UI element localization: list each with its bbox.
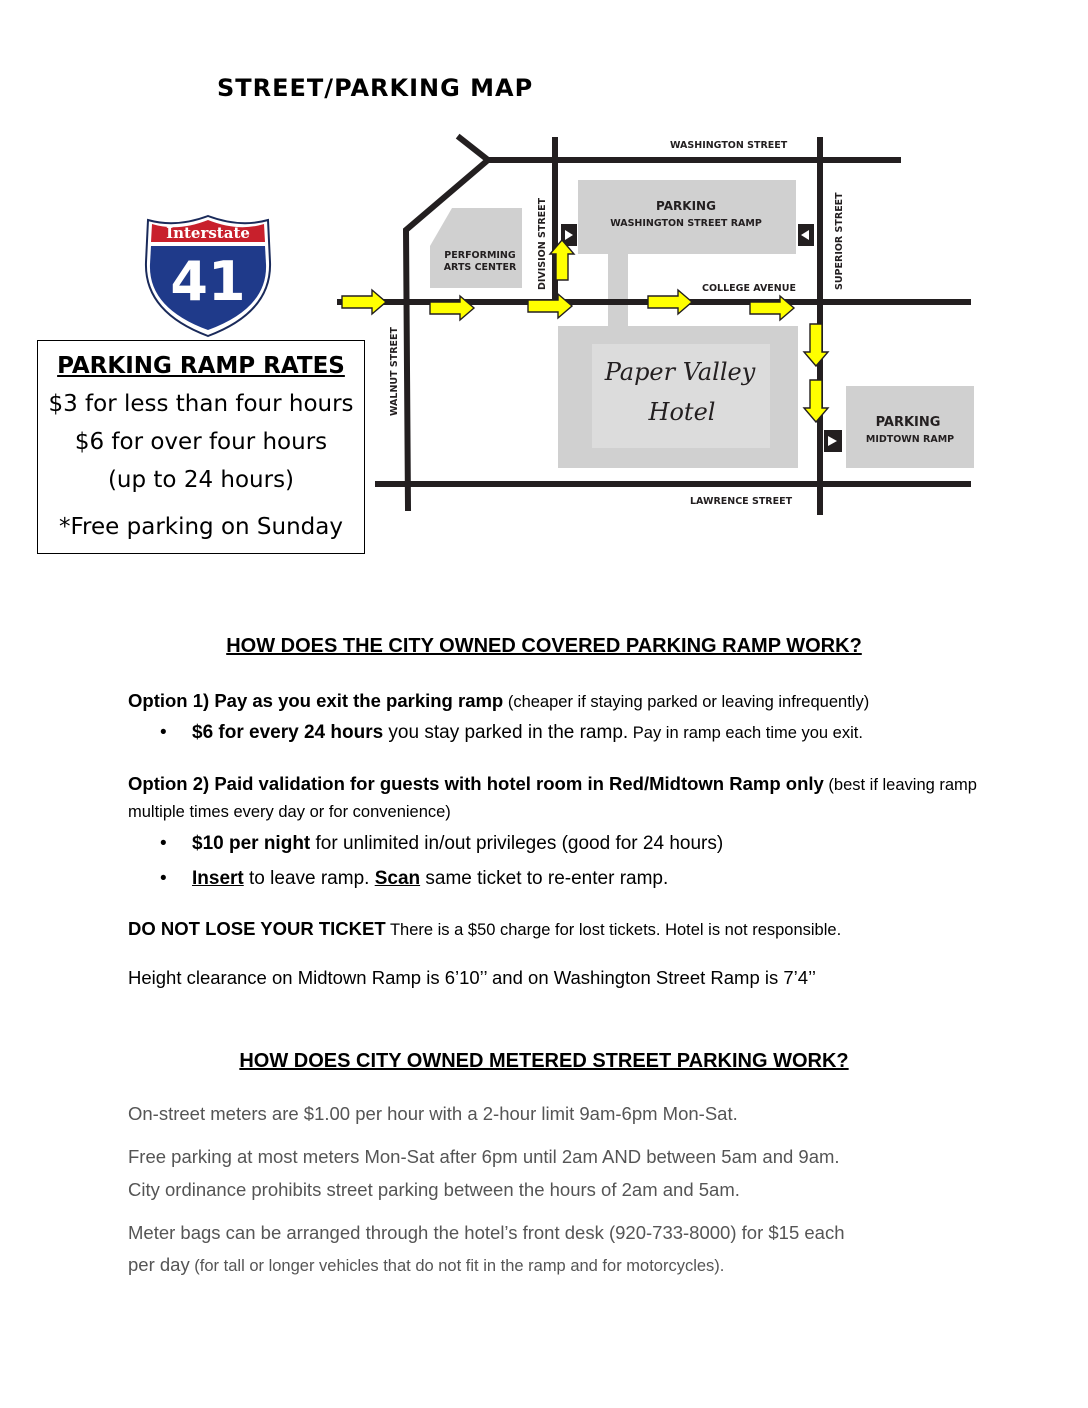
free-sunday-note: *Free parking on Sunday — [59, 514, 343, 540]
label-midtown-parking: PARKING — [875, 415, 941, 430]
label-washington-street: WASHINGTON STREET — [670, 140, 788, 151]
option-2 — [128, 771, 978, 825]
interstate-41-shield — [140, 212, 276, 338]
o2-b1-bold: $10 per night — [192, 833, 311, 854]
label-lawrence-street: LAWRENCE STREET — [690, 496, 793, 507]
walnut-street-road — [406, 138, 488, 508]
option-1-bullet: • $6 for every 24 hours you stay parked in the ramp. Pay in ramp each time you exit. — [160, 722, 863, 743]
o1-bullet-small: Pay in ramp each time you exit. — [628, 724, 863, 742]
label-arts-center: ARTS CENTER — [443, 262, 517, 273]
arrow-right-1 — [342, 290, 386, 314]
label-walnut-street: WALNUT STREET — [389, 326, 400, 416]
meter-bags-note: (for tall or longer vehicles that do not fit in the ramp and for motorcycles). — [189, 1257, 725, 1275]
metered-parking-heading: HOW DOES CITY OWNED METERED STREET PARKING WORK? — [239, 1050, 849, 1072]
meter-bags-text-2 — [128, 1252, 978, 1279]
shield-number: 41 — [170, 250, 246, 313]
o2-b2-mid: to leave ramp. — [243, 868, 375, 889]
arrow-right-3 — [528, 294, 572, 318]
rates-heading: PARKING RAMP RATES — [57, 353, 345, 379]
label-superior-street: SUPERIOR STREET — [834, 192, 845, 290]
o2-b2-scan: Scan — [374, 868, 421, 889]
option-2-bullet-2: • Insert to leave ramp. Scan same ticket to re-enter ramp. — [160, 868, 669, 889]
rate-line-3: (up to 24 hours) — [107, 467, 295, 493]
free-meter-text: Free parking at most meters Mon-Sat after 6pm until 2am AND between 5am and 9am. — [128, 1146, 840, 1167]
o2-b2-end: same ticket to re-enter ramp. — [420, 868, 669, 889]
option-2-bullet-1: • $10 per night for unlimited in/out privileges (good for 24 hours) — [160, 833, 724, 854]
street-map — [330, 130, 990, 530]
option-1-note: (cheaper if staying parked or leaving infrequently) — [503, 693, 870, 711]
o2-b1-text: for unlimited in/out privileges (good for 24 hours) — [310, 833, 724, 854]
meter-bags-text: Meter bags can be arranged through the hotel’s front desk (920-733-8000) for $15 each — [128, 1222, 845, 1243]
height-clearance: Height clearance on Midtown Ramp is 6’10’’ and on Washington Street Ramp is 7’4’’ — [128, 967, 816, 988]
label-midtown-ramp: MIDTOWN RAMP — [865, 434, 955, 445]
label-washington-parking: PARKING — [656, 199, 716, 213]
lost-ticket-warning — [128, 916, 978, 943]
map-title: STREET/PARKING MAP — [217, 74, 534, 102]
o1-bullet-bold: $6 for every 24 hours — [192, 722, 384, 743]
label-performing: PERFORMING — [444, 250, 516, 261]
shield-top-label: Interstate — [166, 224, 250, 242]
label-college-avenue: COLLEGE AVENUE — [702, 283, 796, 294]
meter-rate-text: On-street meters are $1.00 per hour with a 2-hour limit 9am-6pm Mon-Sat. — [128, 1103, 738, 1124]
o1-bullet-text: you stay parked in the ramp. — [383, 722, 629, 743]
rate-line-2: $6 for over four hours — [74, 429, 328, 455]
washington-ramp-entrance-right — [798, 224, 814, 246]
arrow-down-2 — [804, 380, 828, 422]
option-1 — [128, 688, 978, 715]
midtown-ramp-entrance — [824, 430, 842, 452]
label-hotel: Hotel — [648, 398, 716, 426]
performing-arts-center-building — [430, 208, 522, 288]
arrow-right-4 — [648, 290, 692, 314]
covered-ramp-heading: HOW DOES THE CITY OWNED COVERED PARKING RAMP WORK? — [226, 635, 862, 657]
arrow-down-1 — [804, 324, 828, 366]
parking-ramp-rates-box — [37, 340, 365, 554]
meter-bags-per-day: per day — [128, 1254, 190, 1275]
option-1-title: Option 1) Pay as you exit the parking ramp — [128, 690, 504, 711]
rate-line-1: $3 for less than four hours — [48, 391, 354, 417]
washington-ramp-building — [578, 180, 796, 254]
ordinance-text: City ordinance prohibits street parking between the hours of 2am and 5am. — [128, 1179, 740, 1200]
o2-b2-insert: Insert — [192, 868, 244, 889]
label-washington-ramp: WASHINGTON STREET RAMP — [610, 218, 762, 229]
lost-ticket-text: There is a $50 charge for lost tickets. Hotel is not responsible. — [385, 921, 842, 939]
label-paper-valley: Paper Valley — [604, 358, 756, 386]
label-division-street: DIVISION STREET — [537, 197, 548, 290]
option-2-note: (best if leaving ramp multiple times every day or for convenience) — [128, 776, 977, 821]
lost-ticket-bold: DO NOT LOSE YOUR TICKET — [128, 918, 386, 939]
walkway-connector — [608, 254, 628, 332]
option-2-title: Option 2) Paid validation for guests with hotel room in Red/Midtown Ramp only — [128, 773, 824, 794]
